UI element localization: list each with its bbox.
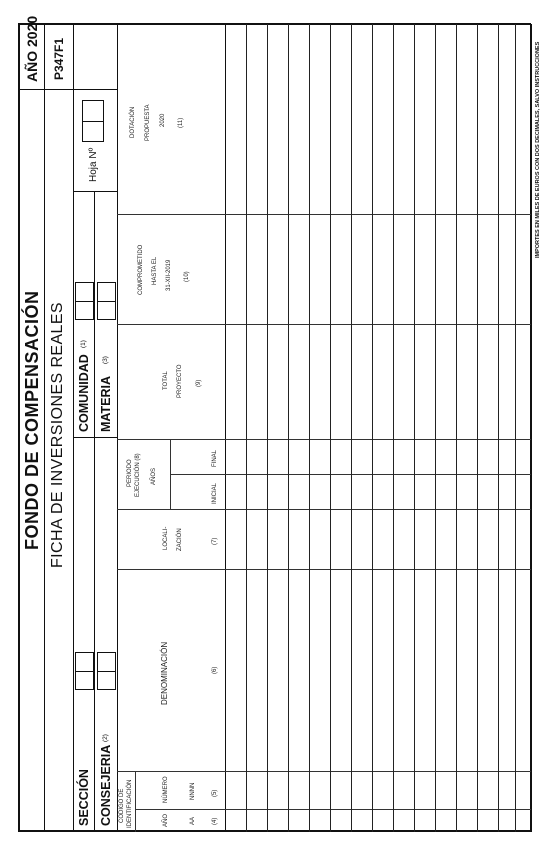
ref7-label: (7): [212, 537, 218, 545]
seccion-label: SECCIÓN: [77, 769, 91, 826]
table-row: [372, 24, 373, 832]
inicial-label: INICIAL: [212, 482, 218, 504]
nnnn-label: NNNN: [190, 782, 196, 800]
comunidad-ref: (1): [80, 340, 87, 348]
periodo-label: PERIODO: [127, 459, 133, 487]
final-label: FINAL: [212, 449, 218, 467]
col-divider-denominacion: [117, 569, 531, 570]
anos-label: AÑOS: [151, 467, 157, 485]
comunidad-field-2[interactable]: [75, 282, 94, 302]
consejeria-field-1[interactable]: [97, 670, 116, 690]
materia-field-1[interactable]: [97, 300, 116, 320]
frame-top: [18, 24, 20, 832]
form-subtitle: FICHA DE INVERSIONES REALES: [49, 302, 66, 568]
col-divider-final: [117, 439, 531, 440]
frame-bottom: [530, 24, 532, 832]
identificacion-label: IDENTIFICACIÓN: [127, 779, 133, 828]
aa-label: AA: [190, 816, 196, 825]
materia-field-2[interactable]: [97, 282, 116, 302]
col-divider-localizacion: [117, 509, 531, 510]
year-divider: [18, 89, 117, 90]
form-code: P347F1: [52, 37, 66, 80]
column-header-bottom: [225, 24, 226, 832]
ref6-label: (6): [212, 666, 218, 674]
col-divider-numero: [117, 771, 531, 772]
table-row: [456, 24, 457, 832]
consejeria-label: CONSEJERIA: [99, 744, 113, 826]
ref11-label: (11): [178, 117, 184, 128]
form-title: FONDO DE COMPENSACIÓN: [22, 290, 42, 550]
seccion-field-2[interactable]: [75, 652, 94, 672]
table-row: [351, 24, 352, 832]
table-row: [246, 24, 247, 832]
hoja-label: Hoja Nº: [88, 147, 99, 182]
codigo-de-label: CÓDIGO DE: [119, 788, 125, 823]
numero-label: NÚMERO: [163, 776, 169, 803]
consejeria-ref: (2): [102, 734, 109, 742]
header-line-3: [94, 192, 95, 832]
table-row: [393, 24, 394, 832]
col-divider-total: [117, 324, 531, 325]
table-row: [414, 24, 415, 832]
table-row: [309, 24, 310, 832]
table-row: [498, 24, 499, 832]
ref10-label: (10): [184, 271, 190, 282]
localizacion-label-1: LOCALI-: [163, 526, 169, 550]
ano-label: AÑO: [163, 813, 169, 827]
table-row: [515, 24, 516, 832]
table-row: [288, 24, 289, 832]
ref4-label: (4): [212, 817, 218, 825]
consejeria-field-2[interactable]: [97, 652, 116, 672]
periodo-subline: [170, 440, 171, 510]
fecha-label: 31-XII-2019: [166, 259, 172, 291]
materia-ref: (3): [102, 356, 109, 364]
denominacion-header: DENOMINACIÓN: [160, 641, 169, 705]
table-row: [435, 24, 436, 832]
hoja-field-1[interactable]: [82, 120, 104, 142]
propuesta-label: PROPUESTA: [145, 104, 151, 141]
dotacion-label: DOTACIÓN: [130, 106, 136, 138]
col-divider-ano: [135, 809, 531, 810]
comunidad-field-1[interactable]: [75, 300, 94, 320]
ref5-label: (5): [212, 789, 218, 797]
hasta-el-label: HASTA EL: [152, 256, 158, 285]
year-label: AÑO 2020: [24, 15, 40, 82]
total-label: TOTAL: [163, 371, 169, 390]
table-row: [267, 24, 268, 832]
frame-right: [18, 24, 531, 26]
header-line-2: [73, 24, 74, 832]
hoja-divider: [73, 191, 117, 192]
header-line-4: [117, 24, 118, 832]
col-divider-comprometido: [117, 214, 531, 215]
ref9-label: (9): [196, 379, 202, 387]
codigo-subline: [135, 772, 136, 832]
ejecucion-label: EJECUCIÓN (8): [135, 453, 141, 497]
materia-label: MATERIA: [99, 375, 113, 432]
table-row: [477, 24, 478, 832]
hoja-field-2[interactable]: [82, 100, 104, 122]
footer-note: IMPORTES EN MILES DE EUROS CON DOS DECIMALES, SALVO INSTRUCCIONES: [535, 41, 541, 258]
proyecto-label: PROYECTO: [177, 364, 183, 398]
seccion-field-1[interactable]: [75, 670, 94, 690]
comunidad-divider: [73, 437, 117, 438]
table-row: [330, 24, 331, 832]
header-line-1: [44, 24, 45, 832]
localizacion-label-2: ZACIÓN: [177, 528, 183, 551]
year2020-label: 2020: [160, 113, 166, 127]
comprometido-label: COMPROMETIDO: [138, 244, 144, 295]
comunidad-label: COMUNIDAD: [77, 354, 91, 432]
